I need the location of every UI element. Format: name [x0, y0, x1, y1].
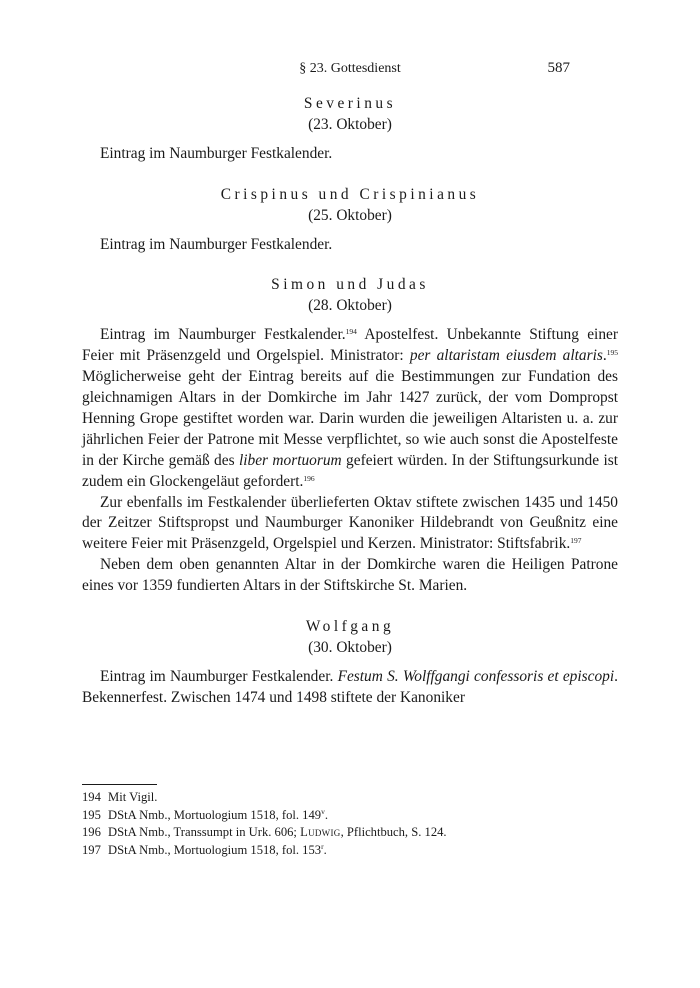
- running-title: § 23. Gottesdienst: [299, 61, 401, 76]
- feast-date-severinus: (23. Oktober): [308, 115, 392, 133]
- entry-simon-judas-paragraph-2: [82, 493, 618, 556]
- footnote-195: [82, 807, 618, 825]
- footnote-text: [108, 842, 327, 860]
- author-name: Ludwig: [300, 825, 341, 839]
- saint-heading-severinus: Severinus: [303, 95, 397, 112]
- latin-phrase: liber mortuorum: [238, 451, 342, 469]
- footnote-196: [82, 824, 618, 842]
- text-run: . Bekennerfest. Zwischen 1474 und 1498 stiftete der Kanoniker: [82, 667, 619, 706]
- entry-severinus: Eintrag im Naumburger Festkalender.: [100, 144, 333, 162]
- footnote-rule: [82, 784, 157, 785]
- text-run: Eintrag im Naumburger Festkalender.: [100, 326, 346, 344]
- text-run: DStA Nmb., Transsumpt in Urk. 606;: [108, 825, 301, 839]
- footnote-number: 194: [82, 790, 101, 804]
- text-run: DStA Nmb., Mortuologium 1518, fol. 153: [108, 842, 322, 857]
- footnote-197: [82, 842, 618, 860]
- footnote-text: [108, 824, 447, 842]
- footnote-text: [108, 807, 328, 825]
- entry-simon-judas-paragraph-1: [82, 325, 618, 492]
- footnote-194: [82, 789, 618, 807]
- footnote-ref-194: 194: [345, 327, 357, 337]
- text-run: DStA Nmb., Mortuologium 1518, fol. 149: [108, 807, 322, 822]
- footnote-text: Mit Vigil.: [108, 790, 158, 804]
- text-run: , Pflichtbuch, S. 124.: [340, 825, 447, 839]
- folio-side: r: [321, 841, 324, 851]
- main-text: [82, 94, 618, 709]
- latin-phrase: per altaristam eiusdem altaris: [409, 347, 603, 365]
- text-run: Eintrag im Naumburger Festkalender.: [100, 667, 338, 685]
- saint-heading-crispinus: Crispinus und Crispinianus: [220, 185, 480, 203]
- footnote-number: 196: [82, 825, 101, 839]
- folio-side: v: [321, 806, 325, 816]
- entry-crispinus: Eintrag im Naumburger Festkalender.: [100, 235, 333, 253]
- footnote-number: 197: [82, 842, 101, 857]
- text-run: Möglicherweise geht der Eintrag bereits auf die Bestimmungen zur Fundation des gleichnamigen Altars in der Domkirche im Jahr 1427 zurück, der vom Dompropst Henning Grope gestiftet worden war. Darin wurden die jeweiligen Altaristen u. a. zur jährlichen Feier der Patrone mit Messe verpflichtet, so wie auch sonst die Apostelfeste in der Kirche gemäß des: [82, 368, 618, 469]
- text-run: .: [324, 807, 328, 822]
- page-number: 587: [547, 60, 570, 76]
- text-run: Apostelfest. Unbekannte Stiftung einer Feier mit Präsenzgeld und Orgelspiel. Ministrator:: [82, 326, 618, 365]
- saint-heading-simon-judas: Simon und Judas: [271, 276, 429, 294]
- latin-phrase: Festum S. Wolffgangi confessoris et episcopi: [337, 667, 615, 685]
- footnote-ref-197: 197: [570, 536, 582, 546]
- footnote-ref-195: 195: [606, 348, 618, 358]
- entry-simon-judas-paragraph-3: Neben dem oben genannten Altar in der Domkirche waren die Heiligen Patrone eines vor 1359 fundierten Altars in der Stiftskirche St. Marien.: [82, 556, 618, 595]
- footnote-number: 195: [82, 807, 101, 822]
- text-run: Zur ebenfalls im Festkalender überlieferten Oktav stiftete zwischen 1435 und 1450 der Zeitzer Stiftspropst und Naumburger Kanoniker Hildebrandt von Geußnitz eine weitere Feier mit Präsenzgeld, Orgelspiel und Kerzen. Ministrator: Stiftsfabrik.: [82, 493, 618, 553]
- running-head: [0, 61, 700, 81]
- text-run: .: [323, 842, 327, 857]
- entry-wolfgang: [82, 667, 618, 709]
- text-run: gefeiert würden. In der Stiftungsurkunde ist zudem ein Glockengeläut gefordert.: [82, 451, 618, 490]
- feast-date-wolfgang: (30. Oktober): [308, 638, 392, 656]
- saint-heading-wolfgang: Wolfgang: [305, 618, 395, 636]
- feast-date-crispinus: (25. Oktober): [308, 206, 392, 224]
- footnotes: [82, 784, 618, 859]
- text-run: .: [602, 347, 607, 365]
- feast-date-simon-judas: (28. Oktober): [308, 297, 392, 315]
- footnote-ref-196: 196: [303, 473, 315, 483]
